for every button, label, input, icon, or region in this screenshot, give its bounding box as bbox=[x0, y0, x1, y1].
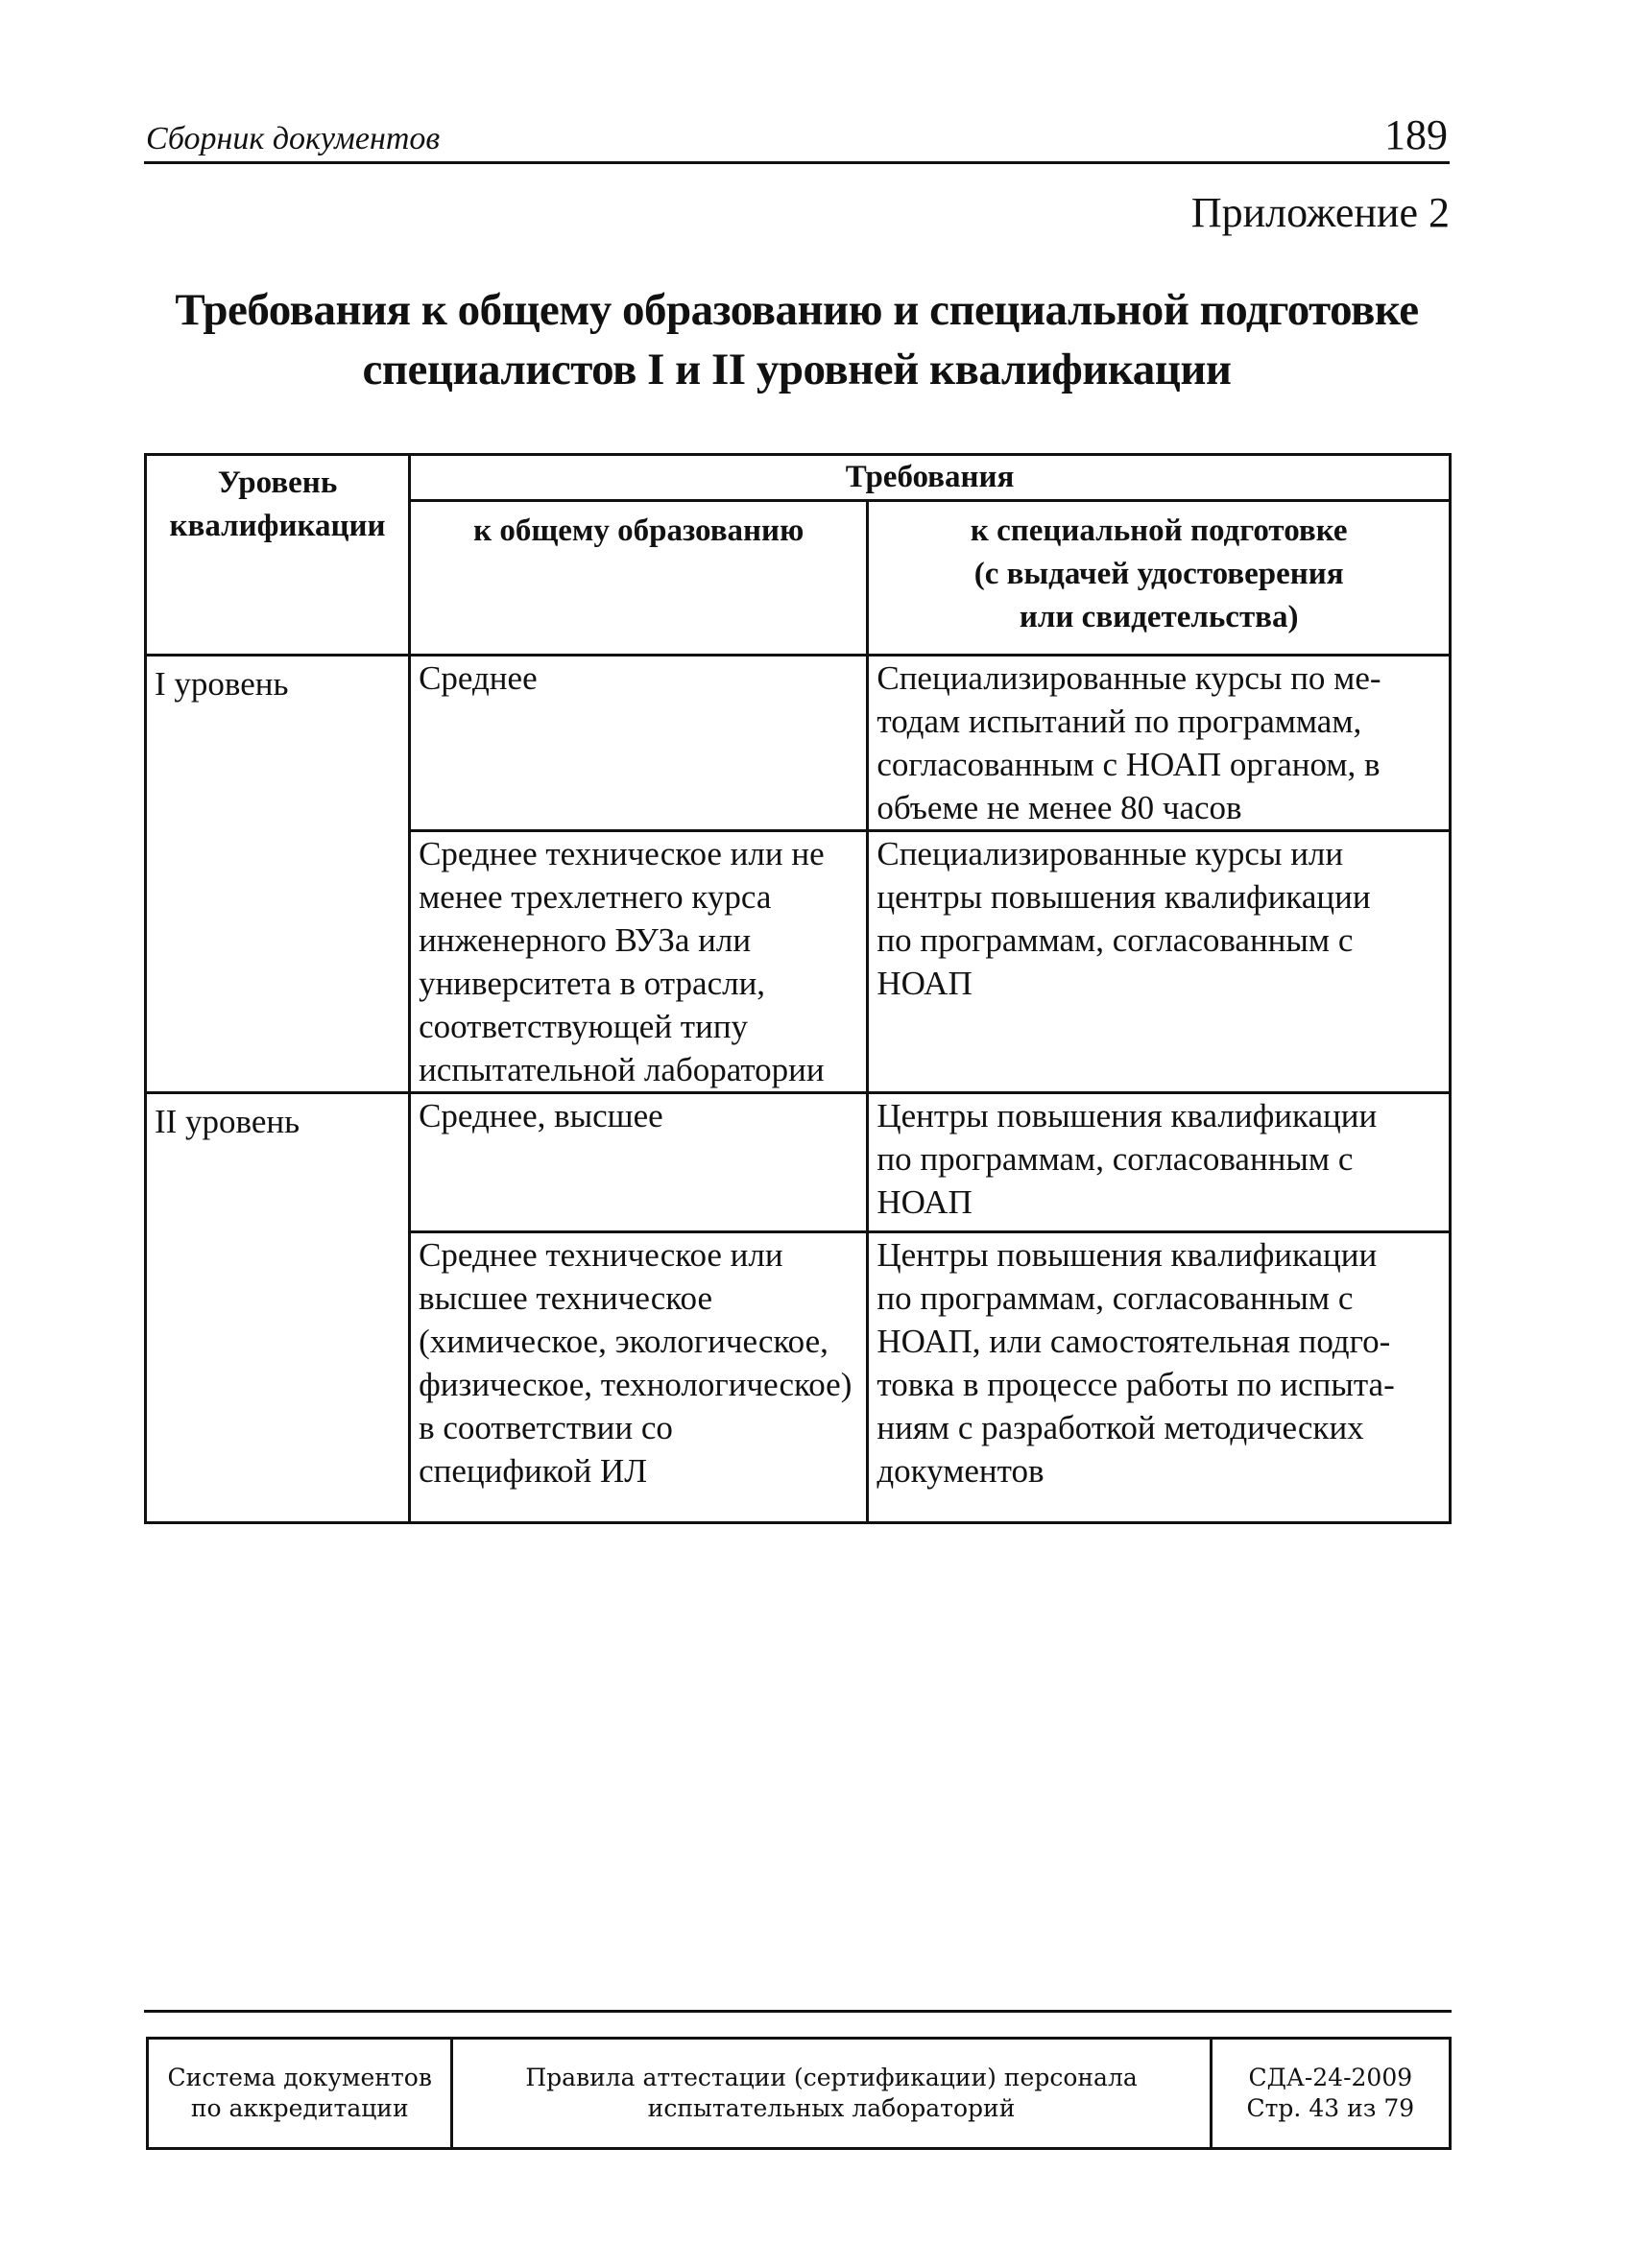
footer-document-code: СДА-24-2009 Стр. 43 из 79 bbox=[1211, 2039, 1450, 2149]
page-number: 189 bbox=[1384, 111, 1448, 158]
general-education-cell: Среднее, высшее bbox=[410, 1093, 868, 1232]
title-line-1: Требования к общему образованию и специальной подготовке bbox=[175, 285, 1419, 335]
document-footer bbox=[146, 2037, 1452, 2150]
level-2-cell: II уровень bbox=[146, 1093, 410, 1523]
table-row bbox=[146, 656, 1451, 831]
collection-title: Сборник документов bbox=[146, 121, 441, 156]
requirements-table bbox=[144, 453, 1452, 1524]
special-training-cell: Центры повышения квалификации по программам, согласованным с НОАП bbox=[868, 1093, 1451, 1232]
header-requirements: Требования bbox=[410, 455, 1451, 501]
footer-system-name: Система документов по аккредитации bbox=[148, 2039, 452, 2149]
header-special-training: к специальной подготовке (с выдачей удостоверения или свидетельства) bbox=[868, 501, 1451, 656]
table-row bbox=[146, 1093, 1451, 1232]
footer-divider bbox=[144, 2010, 1452, 2013]
appendix-label: Приложение 2 bbox=[1190, 189, 1450, 236]
special-training-cell: Центры повышения квалификации по программам, согласованным с НОАП, или самостоятельная подго- товка в процессе работы по испыта- ниям с разработкой методических документов bbox=[868, 1232, 1451, 1523]
title-line-2: специалистов I и II уровней квалификации bbox=[362, 345, 1232, 394]
general-education-cell: Среднее bbox=[410, 656, 868, 831]
general-education-cell: Среднее техническое или не менее трехлетнего курса инженерного ВУЗа или университета в отрасли, соответствующей типу испытательной лаборатории bbox=[410, 831, 868, 1093]
page-title bbox=[144, 280, 1450, 399]
header-general-education: к общему образованию bbox=[410, 501, 868, 656]
header-qualification-level: Уровень квалификации bbox=[146, 455, 410, 656]
special-training-cell: Специализированные курсы по ме- тодам испытаний по программам, согласованным с НОАП органом, в объеме не менее 80 часов bbox=[868, 656, 1451, 831]
special-training-cell: Специализированные курсы или центры повышения квалификации по программам, согласованным с НОАП bbox=[868, 831, 1451, 1093]
level-1-cell: I уровень bbox=[146, 656, 410, 1093]
running-header bbox=[144, 113, 1450, 164]
footer-document-title: Правила аттестации (сертификации) персонала испытательных лабораторий bbox=[452, 2039, 1211, 2149]
general-education-cell: Среднее техническое или высшее техническое (химическое, экологическое, физическое, технологическое) в соответствии со спецификой ИЛ bbox=[410, 1232, 868, 1523]
